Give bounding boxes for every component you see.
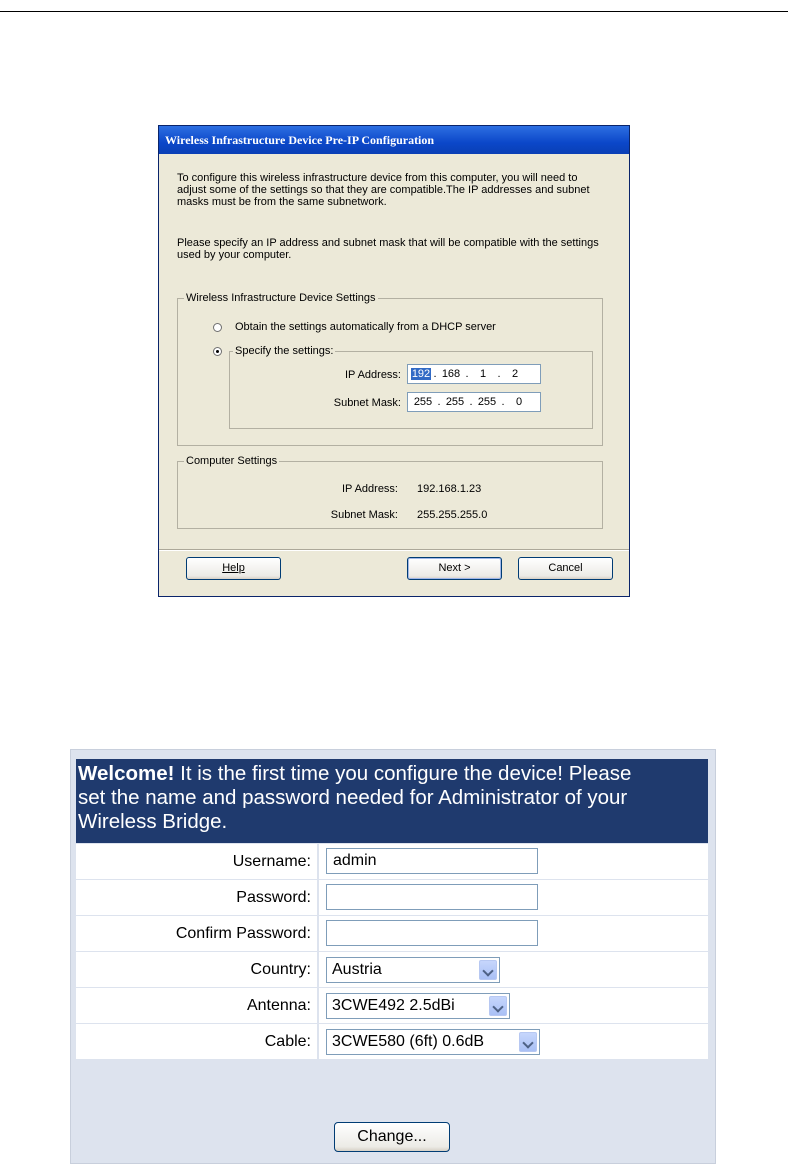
country-selected-value: Austria	[332, 961, 382, 978]
chevron-down-icon[interactable]	[479, 960, 497, 980]
change-button-label: Change...	[357, 1128, 427, 1145]
mask-octet-1[interactable]: 255	[413, 396, 433, 408]
specify-option-label[interactable]: Specify the settings:	[235, 345, 334, 357]
device-settings-group-label: Wireless Infrastructure Device Settings	[186, 292, 376, 304]
device-settings-group	[177, 292, 603, 446]
cancel-button[interactable]	[518, 557, 613, 580]
ip-dot: .	[497, 368, 501, 380]
username-label: Username:	[76, 844, 319, 879]
computer-settings-group-label: Computer Settings	[186, 455, 278, 467]
intro-line: adjust some of the settings so that they are compatible.The IP addresses and subnet	[177, 184, 590, 196]
change-button[interactable]	[334, 1122, 450, 1152]
help-button-label: Help	[222, 562, 245, 574]
help-button[interactable]	[186, 557, 281, 580]
ip-address-label: IP Address:	[344, 369, 401, 381]
admin-setup-form	[70, 749, 716, 1164]
ip-address-field[interactable]	[407, 364, 541, 384]
instruction-line: Please specify an IP address and subnet mask that will be compatible with the settings	[177, 237, 599, 249]
button-bar-separator	[159, 549, 629, 551]
subnet-mask-label: Subnet Mask:	[333, 397, 401, 409]
instruction-line: used by your computer.	[177, 249, 292, 261]
computer-mask-value: 255.255.255.0	[417, 509, 488, 521]
mask-octet-2[interactable]: 255	[445, 396, 465, 408]
cable-row	[76, 1024, 708, 1060]
ip-octet-4[interactable]: 2	[511, 368, 519, 380]
confirm-password-row	[76, 916, 708, 952]
mask-octet-3[interactable]: 255	[477, 396, 497, 408]
banner-line-2: set the name and password needed for Administrator of your	[78, 786, 628, 809]
country-label: Country:	[76, 952, 319, 987]
computer-ip-label: IP Address:	[341, 483, 398, 495]
username-input[interactable]: admin	[326, 848, 538, 874]
ip-octet-1[interactable]: 192	[411, 368, 431, 380]
cable-selected-value: 3CWE580 (6ft) 0.6dB	[332, 1033, 485, 1050]
cancel-button-label: Cancel	[548, 562, 583, 574]
antenna-selected-value: 3CWE492 2.5dBi	[332, 997, 455, 1014]
ip-octet-3[interactable]: 1	[479, 368, 487, 380]
page-top-rule	[0, 11, 788, 12]
cable-label: Cable:	[76, 1024, 319, 1059]
dialog-title: Wireless Infrastructure Device Pre-IP Configuration	[159, 126, 629, 154]
mask-dot: .	[469, 396, 473, 408]
password-label: Password:	[76, 880, 319, 915]
banner-line-3: Wireless Bridge.	[78, 810, 228, 833]
mask-dot: .	[501, 396, 505, 408]
computer-ip-value: 192.168.1.23	[417, 483, 482, 495]
country-row	[76, 952, 708, 988]
specify-settings-group	[229, 345, 593, 429]
computer-settings-group	[177, 455, 603, 529]
mask-octet-4[interactable]: 0	[515, 396, 523, 408]
ip-dot: .	[433, 368, 437, 380]
mask-dot: .	[437, 396, 441, 408]
ip-octet-2[interactable]: 168	[441, 368, 461, 380]
welcome-bold: Welcome!	[78, 762, 175, 785]
antenna-select[interactable]	[326, 993, 510, 1019]
welcome-banner	[76, 759, 708, 843]
antenna-row	[76, 988, 708, 1024]
country-select[interactable]	[326, 957, 500, 983]
cable-select[interactable]	[326, 1029, 540, 1055]
subnet-mask-field[interactable]	[407, 392, 541, 412]
intro-line: masks must be from the same subnetwork.	[177, 196, 387, 208]
password-input[interactable]	[326, 884, 538, 910]
next-button-label: Next >	[438, 562, 471, 574]
specify-radio[interactable]	[213, 347, 222, 356]
dhcp-option-label[interactable]: Obtain the settings automatically from a DHCP server	[235, 321, 496, 333]
pre-ip-config-dialog	[158, 125, 630, 597]
chevron-down-icon[interactable]	[519, 1032, 537, 1052]
username-row	[76, 844, 708, 880]
antenna-label: Antenna:	[76, 988, 319, 1023]
dialog-intro-text	[177, 172, 617, 208]
ip-dot: .	[465, 368, 469, 380]
dialog-instruction-text	[177, 237, 617, 261]
intro-line: To configure this wireless infrastructure device from this computer, you will need to	[177, 172, 578, 184]
computer-mask-label: Subnet Mask:	[330, 509, 398, 521]
dhcp-radio[interactable]	[213, 323, 222, 332]
confirm-password-input[interactable]	[326, 920, 538, 946]
banner-line-1: It is the first time you configure the device! Please	[174, 762, 632, 785]
password-row	[76, 880, 708, 916]
confirm-password-label: Confirm Password:	[76, 916, 319, 951]
next-button[interactable]	[407, 557, 502, 580]
chevron-down-icon[interactable]	[489, 996, 507, 1016]
